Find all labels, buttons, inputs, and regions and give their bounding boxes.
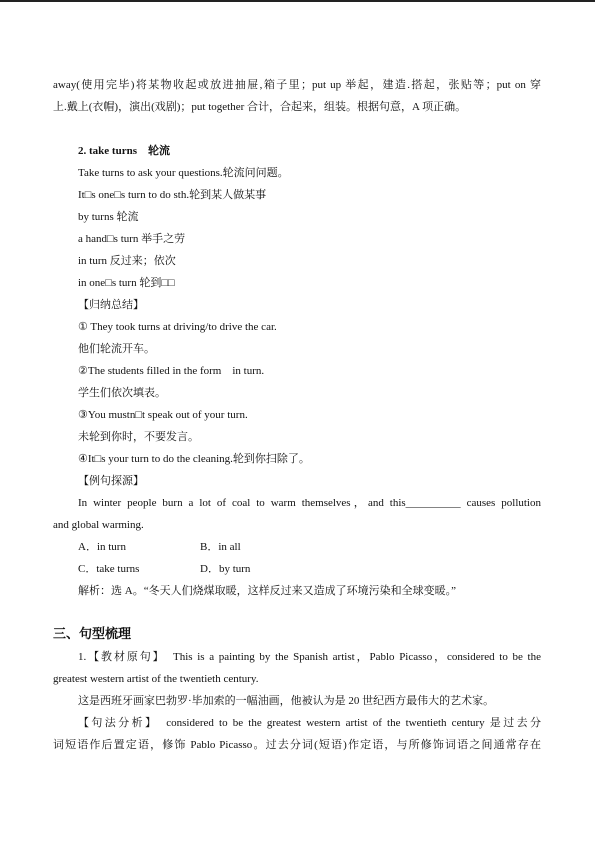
text-line: in one□s turn 轮到□□	[78, 277, 175, 289]
example-zh: 未轮到你时，不要发言。	[78, 431, 199, 443]
option-a: A．in turn	[78, 541, 126, 553]
analysis-line: 解析：选 A。“冬天人们烧煤取暖，这样反过来又造成了环境污染和全球变暖。”	[78, 585, 456, 597]
text-line: 词短语作后置定语，修饰 Pablo Picasso。过去分词(短语)作定语，与所修饰词语之间通常存在	[53, 739, 541, 751]
section-heading: 三、句型梳理	[53, 627, 132, 642]
example-en: ③You mustn□t speak out of your turn.	[78, 409, 248, 421]
text-line: away(使用完毕)将某物收起或放进抽屉,箱子里；put up 举起，建造.搭起，张贴等；put on 穿	[53, 79, 541, 91]
section-title: 2. take turns 轮流	[78, 145, 170, 157]
summary-label: 【归纳总结】	[78, 299, 144, 311]
example-zh: 学生们依次填表。	[78, 387, 166, 399]
question-line: and global warming.	[53, 519, 144, 531]
example-en: ④It□s your turn to do the cleaning.轮到你扫除了。	[78, 453, 310, 465]
text-line: in turn 反过来；依次	[78, 255, 176, 267]
translation-line: 这是西班牙画家巴勃罗·毕加索的一幅油画，他被认为是 20 世纪西方最伟大的艺术家。	[78, 695, 495, 707]
text-line: 【句法分析】 considered to be the greatest western artist of the twentieth century 是过去分	[78, 717, 541, 729]
text-line: It□s one□s turn to do sth.轮到某人做某事	[78, 189, 267, 201]
text-line: by turns 轮流	[78, 211, 139, 223]
example-en: ① They took turns at driving/to drive the car.	[78, 321, 277, 333]
option-d: D．by turn	[200, 563, 251, 575]
explore-label: 【例句探源】	[78, 475, 144, 487]
option-b: B．in all	[200, 541, 241, 553]
text-line: 上.戴上(衣帽)，演出(戏剧)；put together 合计，合起来，组装。根据句意，A 项正确。	[53, 101, 467, 113]
text-line: Take turns to ask your questions.轮流问问题。	[78, 167, 289, 179]
header-rule	[0, 0, 595, 2]
text-line: greatest western artist of the twentieth century.	[53, 673, 259, 685]
text-line: a hand□s turn 举手之劳	[78, 233, 186, 245]
example-en: ②The students filled in the form in turn.	[78, 365, 265, 377]
option-c: C．take turns	[78, 563, 140, 575]
question-line: In winter people burn a lot of coal to warm themselves，and this__________ causes pollution	[78, 497, 541, 509]
example-zh: 他们轮流开车。	[78, 343, 155, 355]
text-line: 1.【教材原句】 This is a painting by the Spanish artist，Pablo Picasso，considered to be the	[78, 651, 541, 663]
